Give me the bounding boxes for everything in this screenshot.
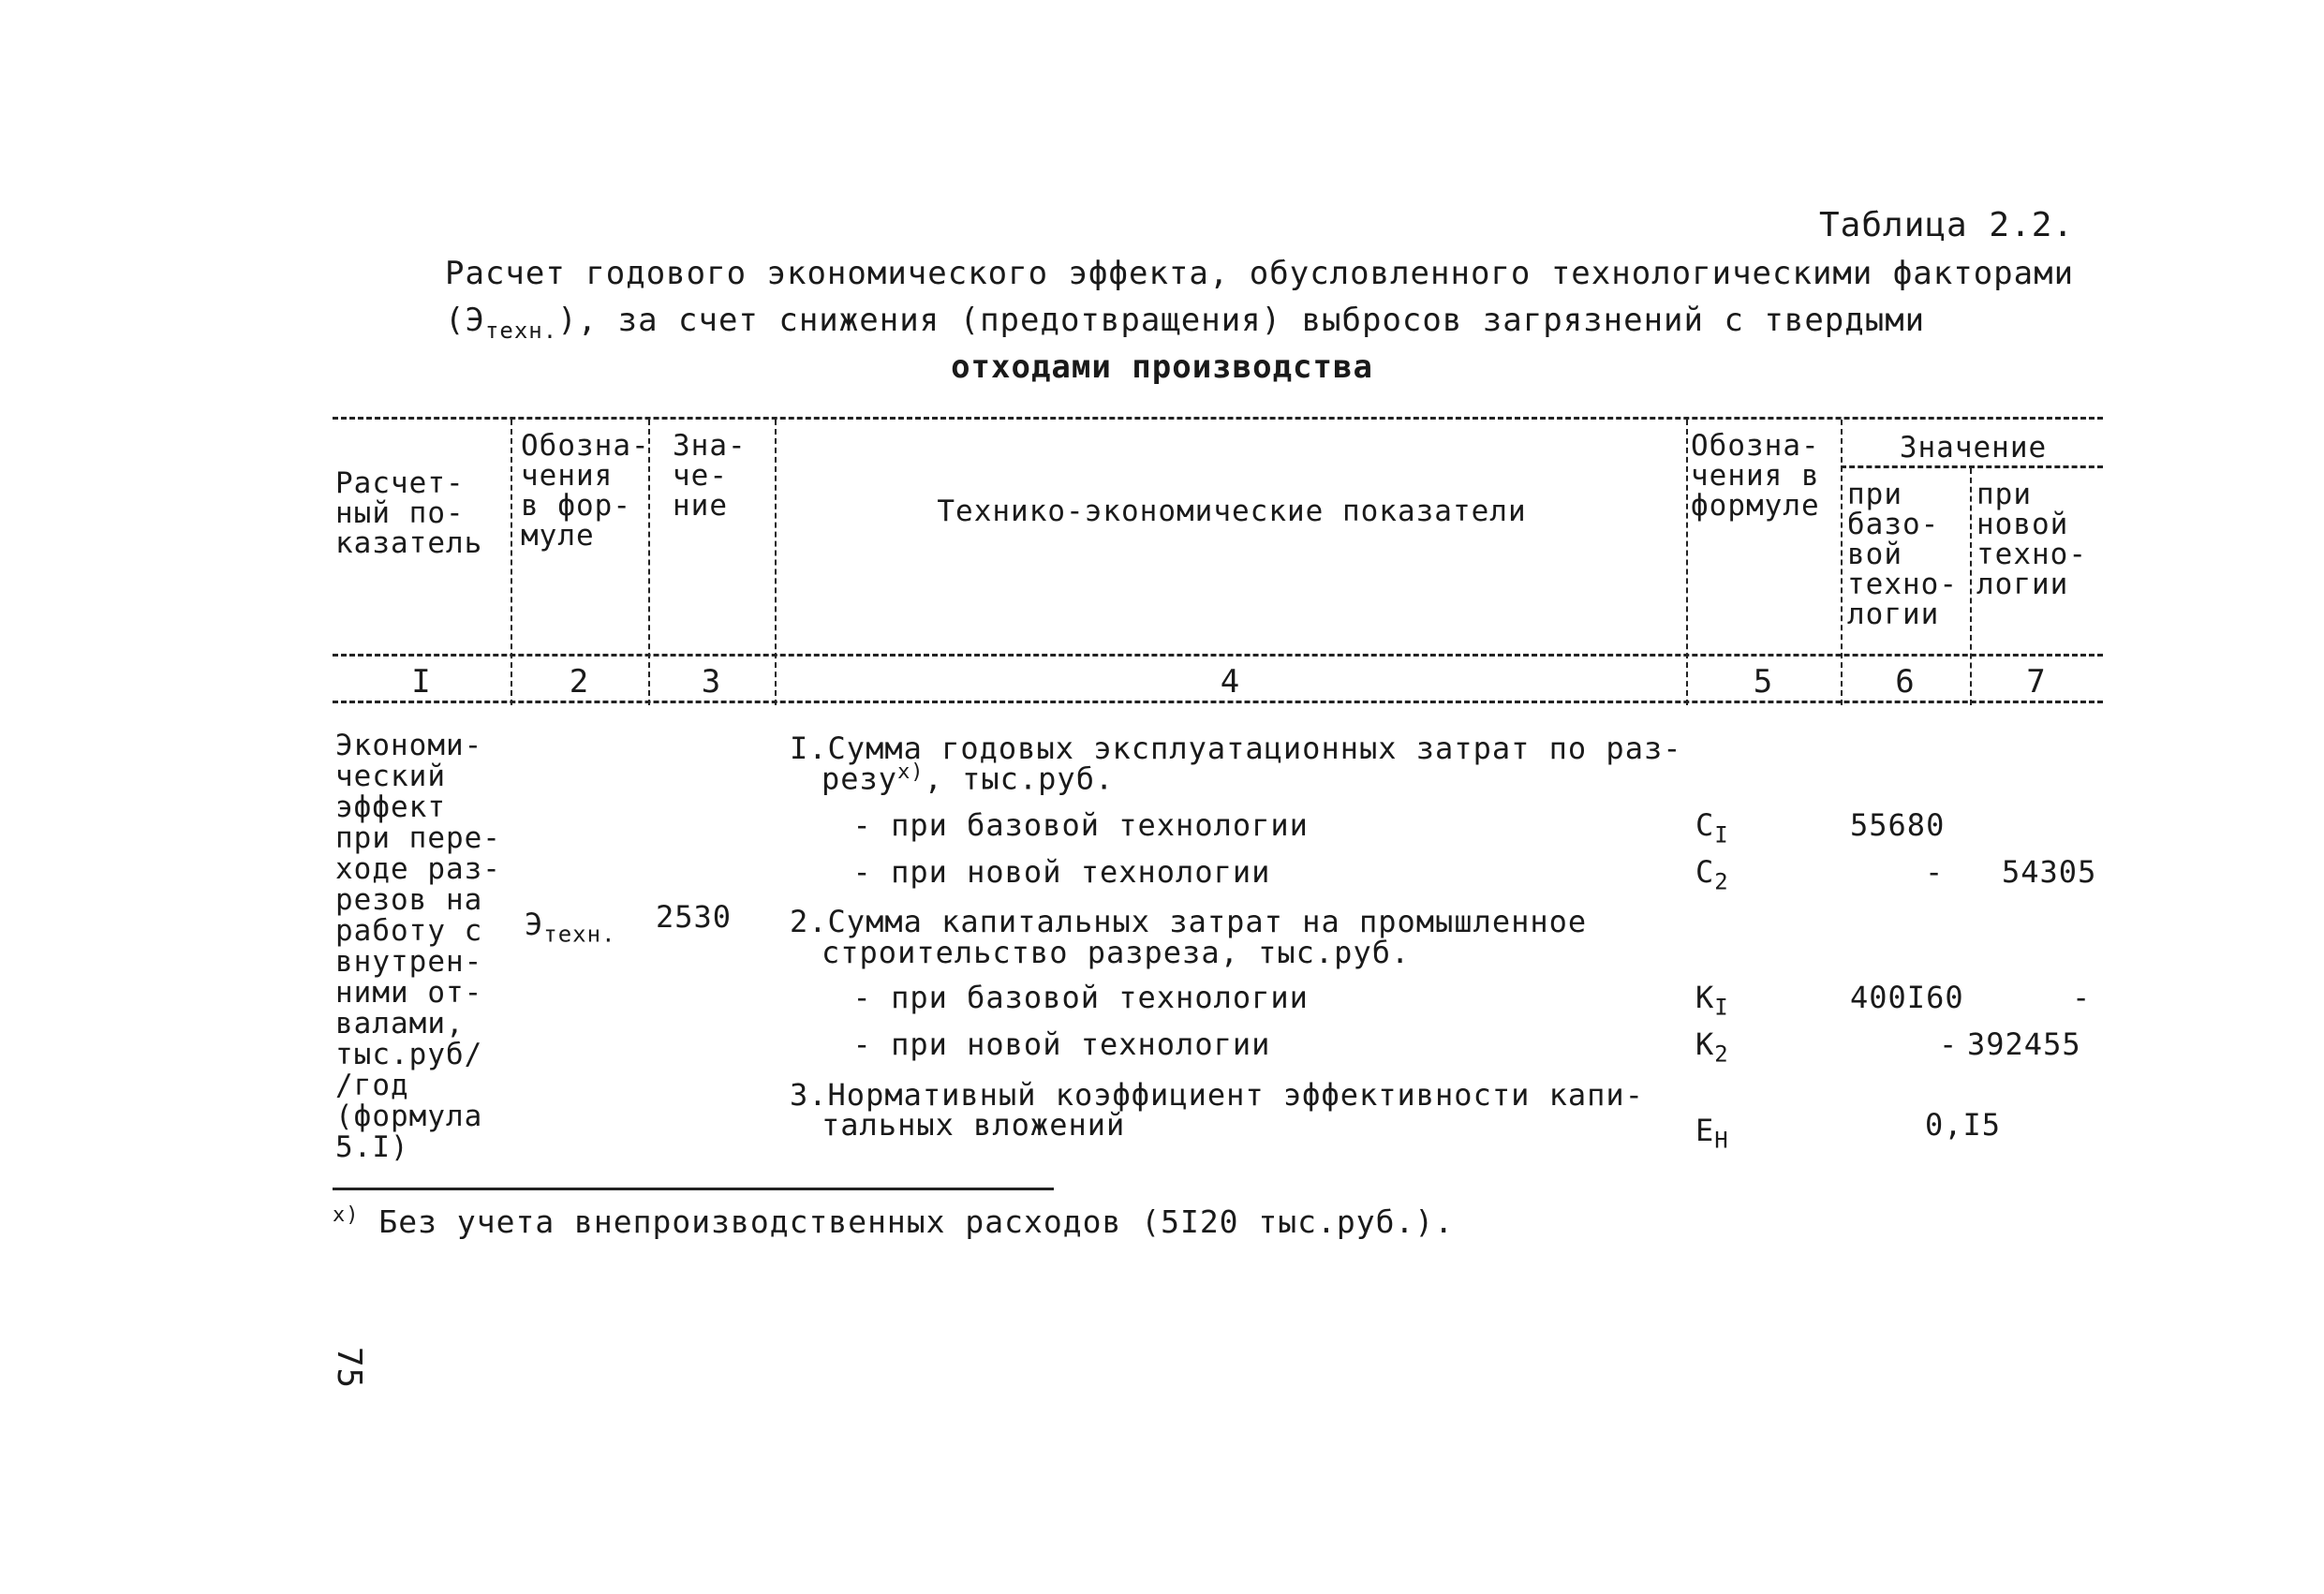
row-text-10: тальных вложений	[822, 1107, 1126, 1143]
header-value-group: Значение	[1899, 431, 2048, 465]
row-new-value-4: 54305	[2002, 854, 2097, 890]
row-base-value-10: 0,I5	[1925, 1107, 2002, 1143]
row-text-2: резу$^{х)}$, тыс.руб.	[822, 760, 1115, 797]
header-base-technology: при базо- вой техно- логии	[1847, 478, 1958, 631]
row-text-7: - при базовой технологии	[815, 980, 1309, 1015]
footnote: $^{х)}$ Без учета внепроизводственных расходов (5I20 тыс.руб.).	[333, 1203, 1455, 1240]
header-tech-economic-indicators: Технико-экономические показатели	[937, 494, 1527, 528]
header-formula-symbol-2: Обозна- чения в формуле	[1691, 429, 1820, 523]
title-line-1: Расчет годового экономического эффекта, обусловленного технологическими факторами	[445, 255, 2075, 292]
row-new-value-8: 392455	[1967, 1026, 2081, 1062]
colnum-5: 5	[1753, 663, 1774, 701]
header-formula-symbol: Обозна- чения в фор- муле	[521, 429, 650, 553]
row-text-9: 3.Нормативный коэффициент эффективности капи-	[790, 1077, 1644, 1113]
title-line-3: отходами производства	[951, 348, 1373, 386]
header-value: Зна- че- ние	[673, 429, 747, 523]
row-new-value-7: -	[2072, 980, 2092, 1015]
row-text-1: I.Сумма годовых эксплуатационных затрат по раз-	[790, 731, 1682, 766]
indicator-description: Экономи- ческий эффект при пере- ходе раз- резов на работу с внутрен- ними от- валами, тыс.руб/ /год (формула 5.I)	[335, 729, 501, 1164]
page-number: 75	[330, 1346, 369, 1390]
row-base-value-7: 400I60	[1850, 980, 1964, 1015]
colnum-bottom-border	[333, 701, 2103, 703]
row-text-8: - при новой технологии	[815, 1026, 1271, 1062]
indicator-symbol: $Э_{техн.}$	[525, 907, 616, 948]
row-symbol-3: $C_I$	[1695, 807, 1729, 849]
row-text-4: - при новой технологии	[815, 854, 1271, 890]
colnum-2: 2	[569, 663, 590, 701]
header-new-technology: при новой техно- логии	[1976, 478, 2087, 601]
colnum-6: 6	[1895, 663, 1916, 701]
colnum-1: I	[411, 663, 432, 701]
header-bottom-border	[333, 654, 2103, 657]
table-top-border	[333, 417, 2103, 420]
indicator-value: 2530	[656, 899, 733, 935]
row-text-5: 2.Сумма капитальных затрат на промышленное	[790, 904, 1588, 939]
title-line-2: $(Э_{техн.})$, за счет снижения (предотвращения) выбросов загрязнений с твердыми	[445, 302, 1926, 344]
row-symbol-7: $K_I$	[1695, 980, 1729, 1021]
row-base-value-8: -	[1939, 1026, 1959, 1062]
footnote-separator	[333, 1188, 1054, 1190]
colnum-7: 7	[2026, 663, 2047, 701]
colnum-4: 4	[1220, 663, 1241, 701]
row-base-value-4: -	[1925, 854, 1945, 890]
row-base-value-3: 55680	[1850, 807, 1946, 843]
row-text-3: - при базовой технологии	[815, 807, 1309, 843]
row-symbol-8: $K_2$	[1695, 1026, 1729, 1068]
row-text-6: строительство разреза, тыс.руб.	[822, 935, 1411, 970]
colnum-3: 3	[701, 663, 722, 701]
value-group-underline	[1841, 465, 2103, 468]
row-symbol-10: $E_H$	[1695, 1113, 1729, 1154]
table-label: Таблица 2.2.	[1819, 206, 2075, 244]
header-calculated-indicator: Расчет- ный по- казатель	[335, 466, 483, 560]
row-symbol-4: $C_2$	[1695, 854, 1729, 895]
